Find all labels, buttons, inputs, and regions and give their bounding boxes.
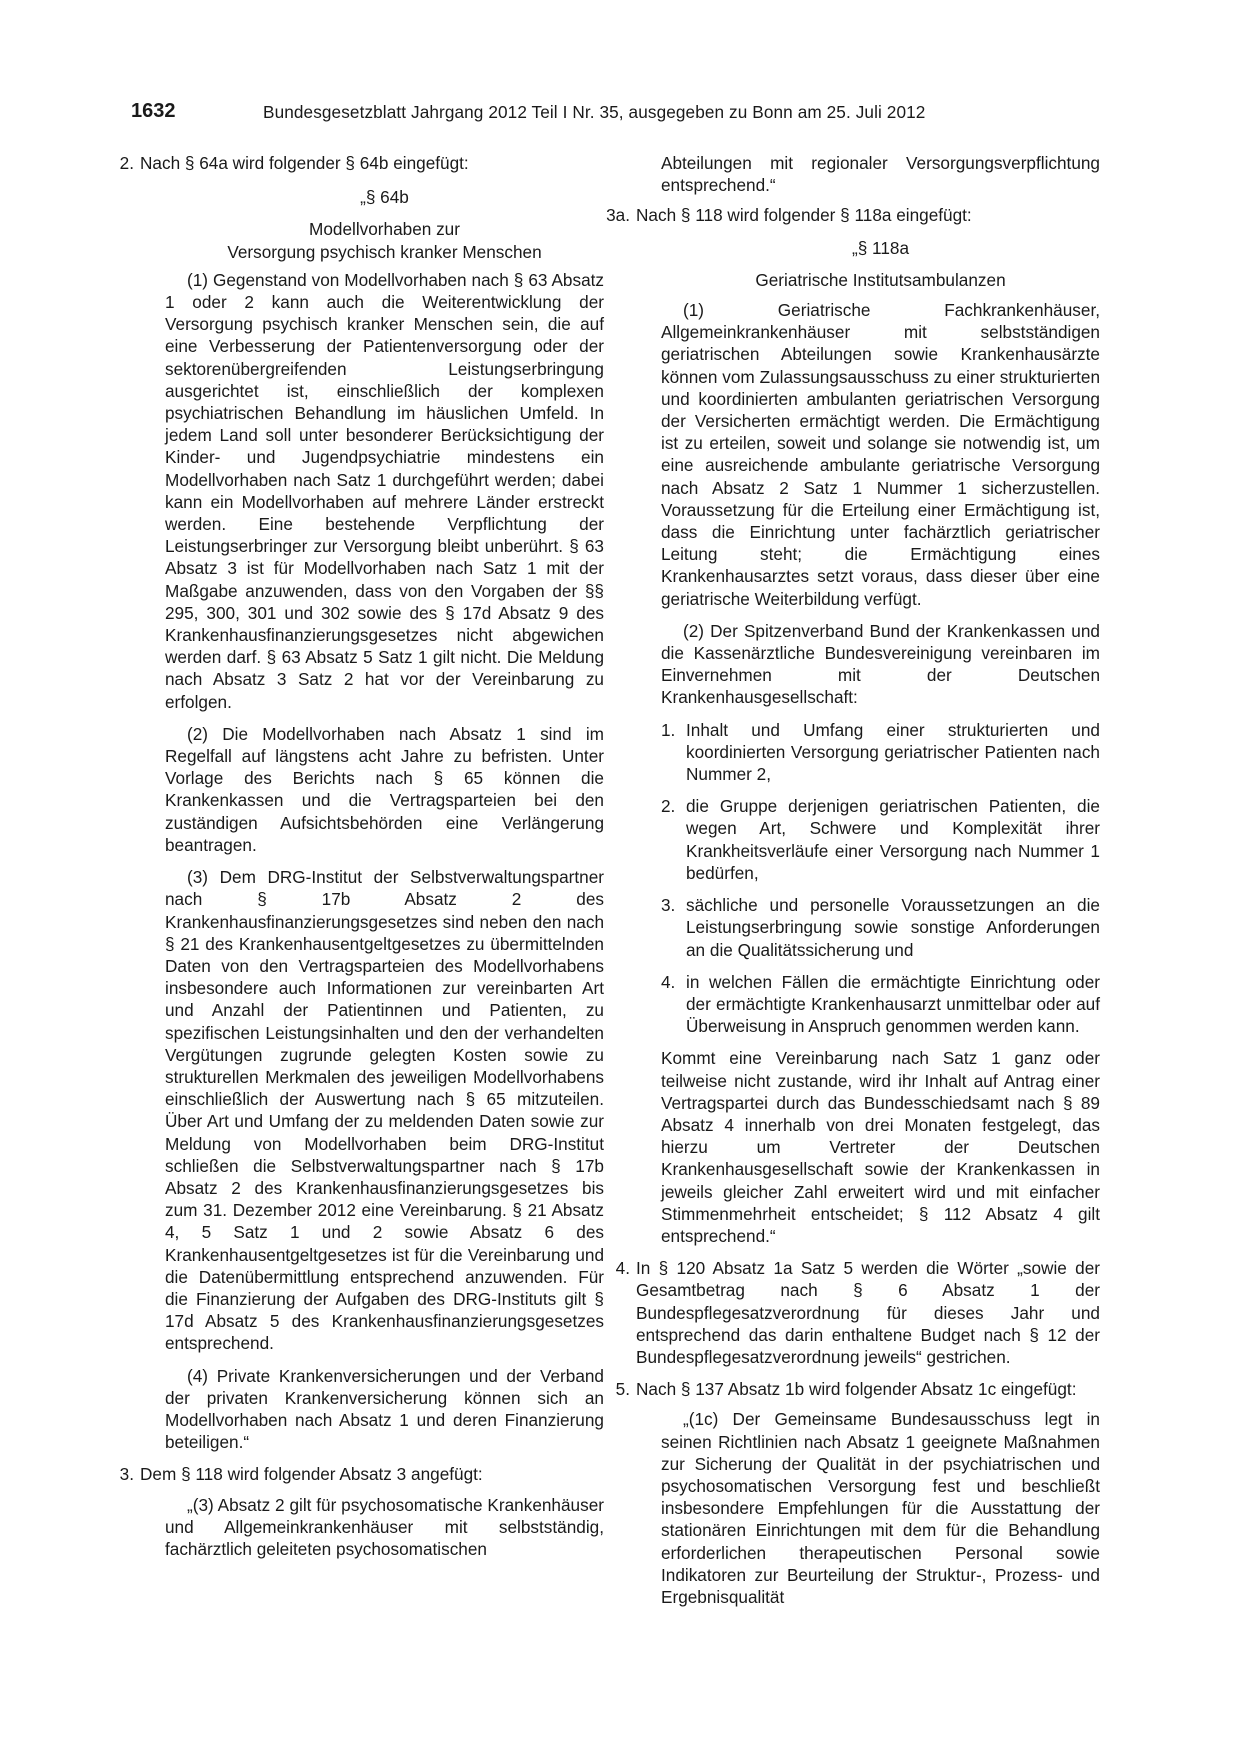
paragraph-118a-2-closing: Kommt eine Vereinbarung nach Satz 1 ganz oder teilweise nicht zustande, wird ihr Inhalt auf Antrag einer Vertragspartei durch das Bundesschiedsamt nach § 89 Absatz 4 innerhalb von drei Monaten festgelegt, das hierzu um Vertreter der Deutschen Krankenhausgesellschaft sowie der Krankenkassen in jeweils gleicher Zahl erweitert wird und mit einfacher Stimmenmehrheit entscheidet; § 112 Absatz 4 gilt entsprechend.“ [661,1048,1100,1246]
page-number: 1632 [131,100,176,122]
item-5-text: Nach § 137 Absatz 1b wird folgender Absatz 1c eingefügt: [636,1379,1077,1400]
item-2 [119,152,604,174]
list-item-1-number: 1. [661,719,676,740]
list-item-2 [661,795,1100,884]
item-2-number: 2. [119,153,134,173]
item-4 [615,1257,1100,1368]
item-4-text: In § 120 Absatz 1a Satz 5 werden die Wörter „sowie der Gesamtbetrag nach § 6 Absatz 1 der Bundespflegesatzverordnung für dieses Jahr und entsprechend das darin enthaltene Budget nach § 12 der Bundespflegesatzverordnung jeweils“ gestrichen. [636,1258,1100,1367]
list-item-4 [661,971,1100,1038]
section-64b-title-line-1: Modellvorhaben zur [309,219,460,240]
item-3-number: 3. [119,1464,134,1485]
item-3a [606,204,1100,226]
item-5-quote: „(1c) Der Gemeinsame Bundesausschuss legt in seinen Richtlinien nach Absatz 1 geeignete Maßnahmen zur Sicherung der Qualität in der psychiatrischen und psychosomatischen Versorgung fest und beschließt insbesondere Empfehlungen für die Ausstattung der stationären Einrichtungen mit dem für die Behandlung erforderlichen therapeutischen Personal sowie Indikatoren zur Beurteilung der Struktur-, Prozess- und Ergebnisqualität [661,1409,1100,1607]
item-5 [615,1378,1100,1400]
item-2-text: Nach § 64a wird folgender § 64b eingefügt: [140,153,469,173]
paragraph-64b-1: (1) Gegenstand von Modellvorhaben nach § 63 Absatz 1 oder 2 kann auch die Weiterentwicklung der Versorgung psychisch kranker Menschen sein, die auf eine Verbesserung der Patientenversorgung oder der sektorenübergreifenden Leistungserbringung ausgerichtet ist, einschließlich der komplexen psychiatrischen Behandlung im häuslichen Umfeld. In jedem Land soll unter besonderer Berücksichtigung der Kinder- und Jugendpsychiatrie mindestens ein Modellvorhaben nach Satz 1 durchgeführt werden; dabei kann ein Modellvorhaben auf mehrere Länder erstreckt werden. Eine bestehende Verpflichtung der Leistungserbringer zur Versorgung bleibt unberührt. § 63 Absatz 3 ist für Modellvorhaben nach Satz 1 mit der Maßgabe anzuwenden, dass von den Vorgaben der §§ 295, 300, 301 und 302 sowie des § 17d Absatz 9 des Krankenhausfinanzierungsgesetzes nicht abgewichen werden darf. § 63 Absatz 5 Satz 1 gilt nicht. Die Meldung nach Absatz 3 Satz 2 hat vor der Vereinbarung zu erfolgen. [165,269,604,712]
section-118a-title: Geriatrische Institutsambulanzen [755,269,1006,290]
section-64b [165,174,604,1453]
continuation-text: Abteilungen mit regionaler Versorgungsverpflichtung entsprechend.“ [661,153,1100,196]
paragraph-64b-2: (2) Die Modellvorhaben nach Absatz 1 sind im Regelfall auf längstens acht Jahre zu befristen. Unter Vorlage des Berichts nach § 65 können die Krankenkassen und die Vertragsparteien bei den zuständigen Aufsichtsbehörden eine Verlängerung beantragen. [165,723,604,855]
right-column [606,152,1100,1608]
list-item-3-number: 3. [661,895,676,916]
running-head: Bundesgesetzblatt Jahrgang 2012 Teil I Nr. 35, ausgegeben zu Bonn am 25. Juli 2012 [263,102,926,122]
list-item-3-text: sächliche und personelle Voraussetzungen an die Leistungserbringung sowie sonstige Anforderungen an die Qualitätssicherung und [686,895,1100,960]
item-3-quote: „(3) Absatz 2 gilt für psychosomatische Krankenhäuser und Allgemeinkrankenhäuser mit selbstständig, fachärztlich geleiteten psychosomatischen [165,1494,604,1559]
list-item-1-text: Inhalt und Umfang einer strukturierten und koordinierten Versorgung geriatrischer Patienten nach Nummer 2, [686,719,1100,785]
left-column [119,152,604,1560]
list-item-1 [661,719,1100,786]
paragraph-64b-4: (4) Private Krankenversicherungen und der Verband der privaten Krankenversicherung können sich an Modellvorhaben nach Absatz 1 und deren Finanzierung beteiligen.“ [165,1365,604,1453]
section-118a [661,227,1100,1248]
section-64b-title-line-2: Versorgung psychisch kranker Menschen [227,241,542,262]
paragraph-64b-3: (3) Dem DRG-Institut der Selbstverwaltungspartner nach § 17b Absatz 2 des Krankenhausfinanzierungsgesetzes sind neben den nach § 21 des Krankenhausentgeltgesetzes zu übermittelnden Daten von den Vertragsparteien des Modellvorhabens insbesondere auch Informationen zur vereinbarten Art und Anzahl der Patientinnen und Patienten, zu spezifischen Leistungsinhalten und den der verhandelten Vergütungen zugrunde gelegten Kosten sowie zu strukturellen Merkmalen des jeweiligen Modellvorhabens einschließlich der Auswertung nach § 65 mitzuteilen. Über Art und Umfang der zu meldenden Daten sowie zur Meldung von Modellvorhaben beim DRG-Institut schließen die Selbstverwaltungspartner nach § 17b Absatz 2 des Krankenhausfinanzierungsgesetzes bis zum 31. Dezember 2012 eine Vereinbarung. § 21 Absatz 4, 5 Satz 1 und 2 sowie Absatz 6 des Krankenhausentgeltgesetzes ist für die Vereinbarung und die Datenübermittlung entsprechend anzuwenden. Für die Finanzierung der Aufgaben des DRG-Instituts gilt § 17d Absatz 5 des Krankenhausfinanzierungsgesetzes entsprechend. [165,867,604,1354]
list-item-2-text: die Gruppe derjenigen geriatrischen Patienten, die wegen Art, Schwere und Komplexität ihrer Krankheitsverläufe einer Versorgung nach Nummer 1 bedürfen, [686,796,1100,883]
section-118a-number: „§ 118a [851,237,910,258]
item-3 [119,1463,604,1485]
paragraph-118a-1: (1) Geriatrische Fachkrankenhäuser, Allgemeinkrankenhäuser mit selbstständigen geriatrischen Abteilungen sowie Krankenhausärzte können vom Zulassungsausschuss zu einer strukturierten und koordinierten ambulanten geriatrischen Versorgung der Versicherten ermächtigt werden. Die Ermächtigung ist zu erteilen, soweit und solange sie notwendig ist, um eine ausreichende ambulante geriatrische Versorgung nach Absatz 2 Satz 1 Nummer 1 sicherzustellen. Voraussetzung für die Erteilung einer Ermächtigung ist, dass die Einrichtung unter fachärztlich geriatrischer Leitung steht; die Ermächtigung eines Krankenhausarztes setzt voraus, dass dieser über eine geriatrische Weiterbildung verfügt. [661,300,1100,609]
list-item-4-number: 4. [661,971,676,992]
list-item-4-text: in welchen Fällen die ermächtigte Einrichtung oder der ermächtigte Krankenhausarzt unmittelbar oder auf Überweisung in Anspruch genommen werden kann. [686,971,1100,1037]
paragraph-118a-2: (2) Der Spitzenverband Bund der Krankenkassen und die Kassenärztliche Bundesvereinigung vereinbaren im Einvernehmen mit der Deutschen Krankenhausgesellschaft: [661,620,1100,708]
item-3-text: Dem § 118 wird folgender Absatz 3 angefügt: [140,1464,483,1485]
section-64b-number: „§ 64b [360,187,409,208]
item-3a-number: 3a. [606,205,630,226]
item-4-number: 4. [615,1258,630,1279]
list-item-2-number: 2. [661,796,676,817]
item-3a-text: Nach § 118 wird folgender § 118a eingefügt: [636,205,972,226]
list-item-3 [661,894,1100,961]
item-5-number: 5. [615,1379,630,1400]
